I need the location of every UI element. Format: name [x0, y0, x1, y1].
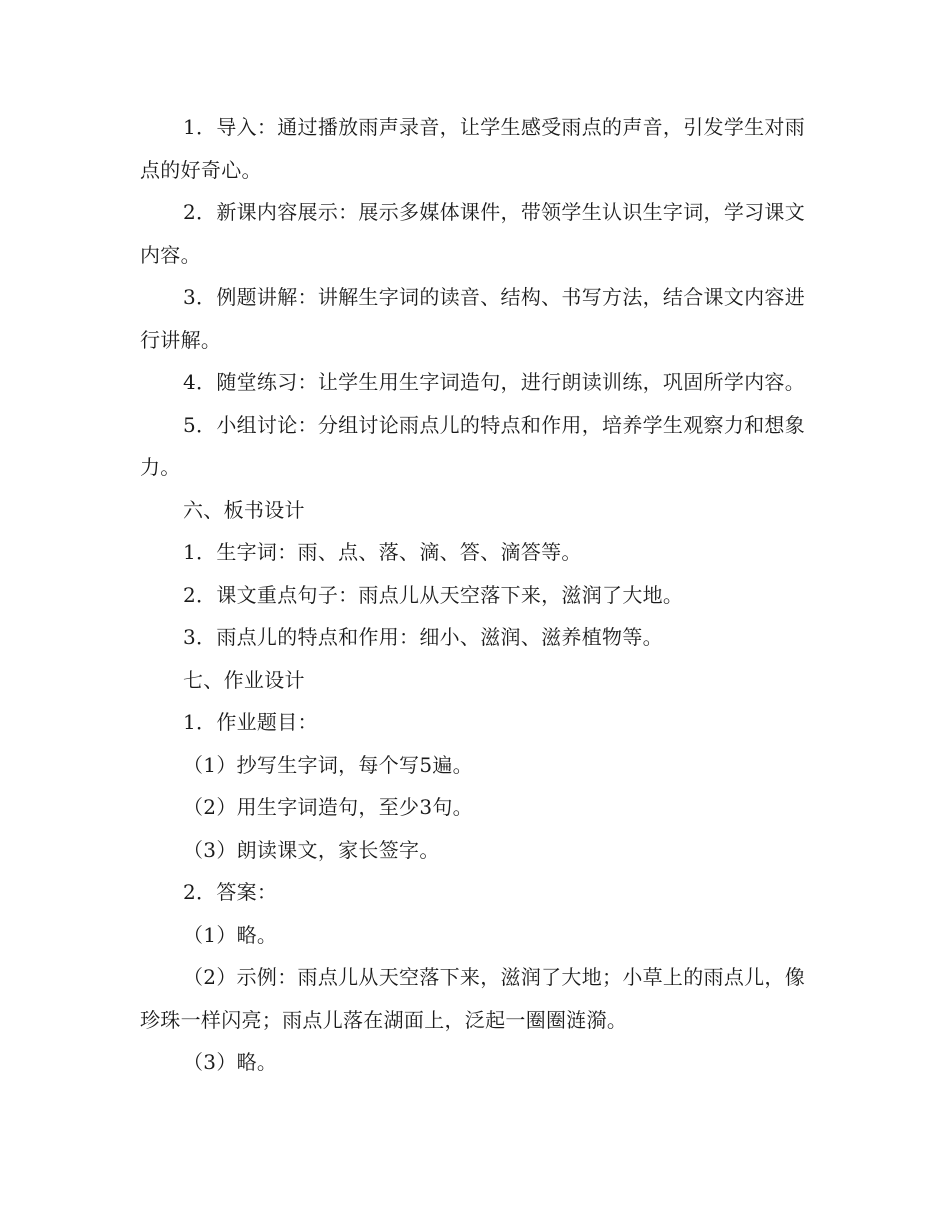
answer-item: （1）略。: [183, 922, 278, 947]
step-paragraph: 4．随堂练习：让学生用生字词造句，进行朗读训练，巩固所学内容。: [183, 370, 806, 394]
blackboard-item: 3．雨点儿的特点和作用：细小、滋润、滋养植物等。: [183, 625, 663, 649]
homework-item: （1）抄写生字词，每个写5遍。: [183, 752, 473, 777]
blackboard-item: 2．课文重点句子：雨点儿从天空落下来，滋润了大地。: [183, 582, 684, 607]
homework-item: （3）朗读课文，家长签字。: [183, 837, 440, 862]
step-paragraph: 5．小组讨论：分组讨论雨点儿的特点和作用，培养学生观察力和想象力。: [140, 412, 806, 479]
blackboard-item: 1．生字词：雨、点、落、滴、答、滴答等。: [183, 540, 582, 564]
step-paragraph: 3．例题讲解：讲解生字词的读音、结构、书写方法，结合课文内容进行讲解。: [140, 285, 806, 352]
homework-title: 1．作业题目：: [183, 710, 318, 734]
section-heading-homework: 七、作业设计: [183, 667, 305, 692]
section-heading-blackboard: 六、板书设计: [183, 497, 305, 522]
answer-title: 2．答案：: [183, 880, 278, 904]
step-paragraph: 2．新课内容展示：展示多媒体课件，带领学生认识生字词，学习课文内容。: [140, 200, 806, 267]
document-body: [140, 106, 812, 1084]
answer-item: （2）示例：雨点儿从天空落下来，滋润了大地；小草上的雨点儿，像珍珠一样闪亮；雨点儿落在湖面上，泛起一圈圈涟漪。: [140, 965, 806, 1032]
homework-item: （2）用生字词造句，至少3句。: [183, 795, 473, 819]
step-paragraph: 1．导入：通过播放雨声录音，让学生感受雨点的声音，引发学生对雨点的好奇心。: [140, 115, 806, 182]
answer-item: （3）略。: [183, 1050, 278, 1074]
